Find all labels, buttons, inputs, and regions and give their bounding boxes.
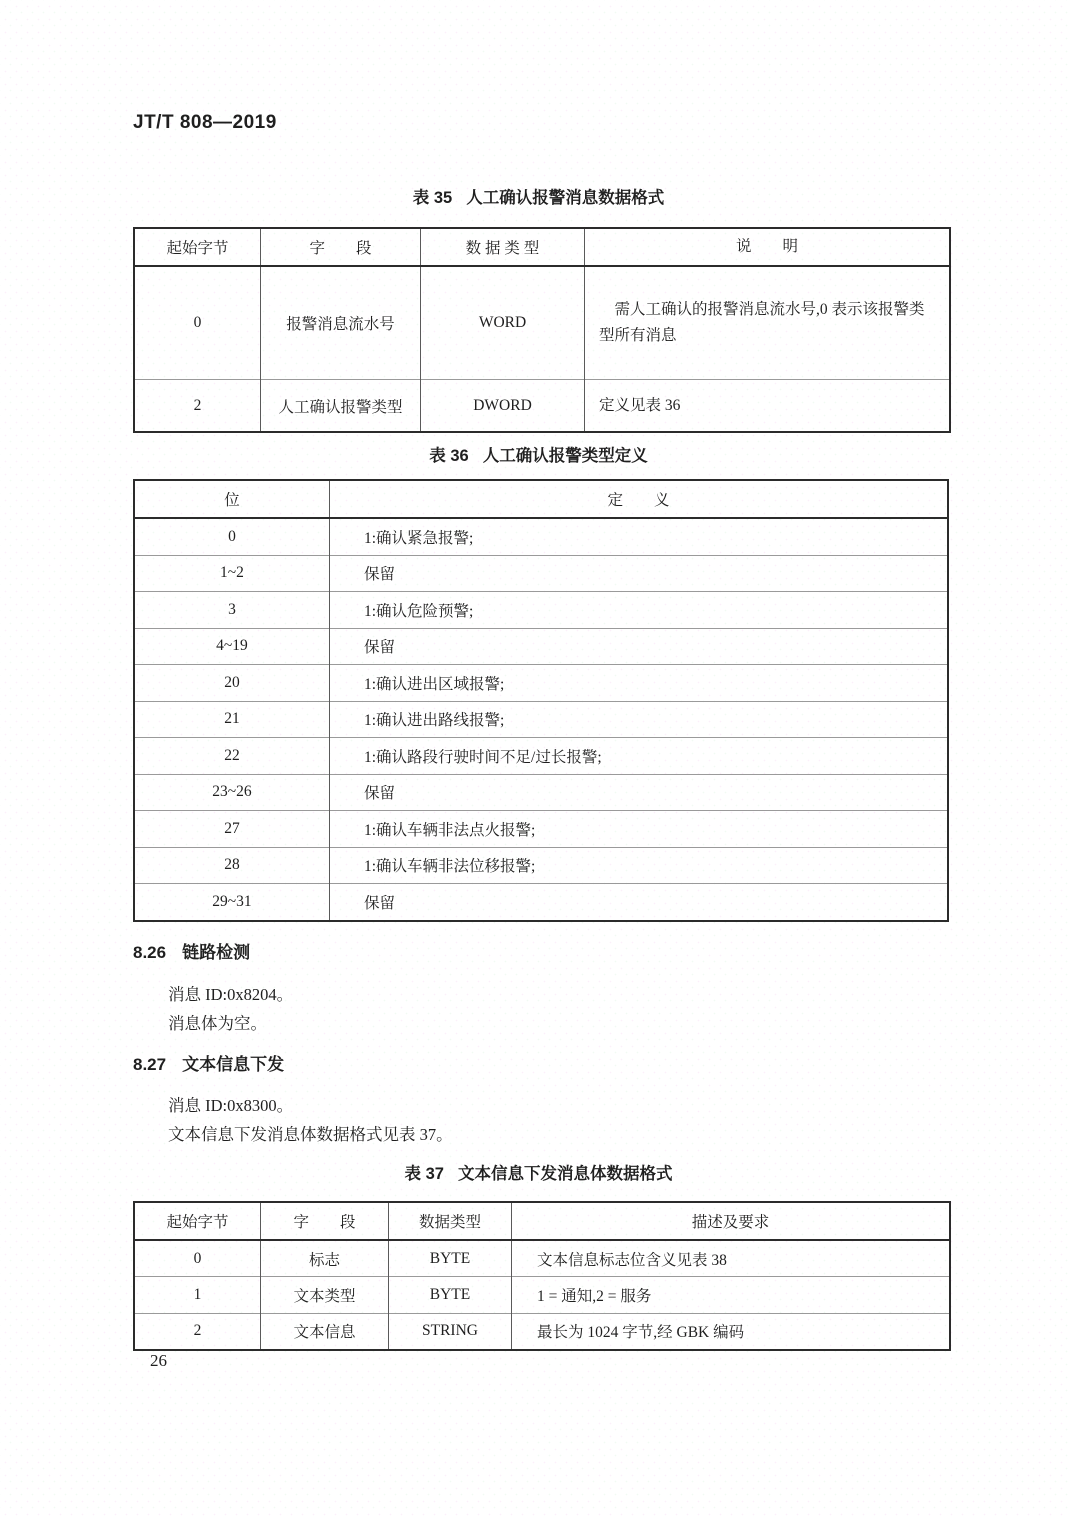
table36-caption <box>133 442 944 466</box>
column-header: 描述及要求 <box>512 1202 951 1240</box>
table-row <box>134 592 948 629</box>
column-header: 字 段 <box>261 1202 389 1240</box>
table-cell: 21 <box>134 701 330 738</box>
table36-caption-title: 人工确认报警类型定义 <box>482 447 648 465</box>
table-row <box>134 266 950 380</box>
table-cell: 文本类型 <box>261 1277 389 1313</box>
table-cell: 4~19 <box>134 628 330 665</box>
table-cell: 人工确认报警类型 <box>261 380 421 433</box>
section-title: 链路检测 <box>182 943 251 962</box>
table-cell: 1:确认危险预警; <box>330 592 949 629</box>
table-cell: 报警消息流水号 <box>261 266 421 380</box>
table-cell: 保留 <box>330 628 949 665</box>
table-cell: 0 <box>193 314 202 331</box>
table-text-message-format <box>133 1201 951 1351</box>
table-row <box>134 1313 950 1350</box>
table-cell: 保留 <box>330 555 949 592</box>
table-row <box>134 380 950 433</box>
table37-caption-title: 文本信息下发消息体数据格式 <box>457 1165 673 1183</box>
table35-caption-label: 表 35 <box>412 189 453 207</box>
table-cell: 1:确认进出区域报警; <box>330 665 949 702</box>
table-cell: DWORD <box>421 380 585 433</box>
table37-caption <box>133 1160 944 1184</box>
section-heading-8-27 <box>133 1050 284 1075</box>
table-cell: STRING <box>389 1313 512 1350</box>
paragraph: 消息体为空。 <box>168 1014 267 1033</box>
table-row <box>134 628 948 665</box>
table-row <box>134 701 948 738</box>
page-number: 26 <box>150 1351 167 1370</box>
table-row <box>134 738 948 775</box>
column-header: 起始字节 <box>134 228 261 266</box>
table-cell: 2 <box>134 380 261 433</box>
column-header: 数据类型 <box>389 1202 512 1240</box>
paragraph: 消息 ID:0x8204。 <box>168 985 294 1004</box>
table-alarm-type-definition <box>133 479 949 922</box>
table-header-row <box>134 228 950 266</box>
table35-caption <box>133 184 944 208</box>
paragraph: 文本信息下发消息体数据格式见表 37。 <box>168 1125 453 1144</box>
table-cell: 需人工确认的报警消息流水号,0 表示该报警类型所有消息 <box>585 266 951 380</box>
table-cell: 1 = 通知,2 = 服务 <box>512 1277 951 1313</box>
table-row <box>134 811 948 848</box>
table-cell: 1:确认路段行驶时间不足/过长报警; <box>330 738 949 775</box>
table-cell: 文本信息 <box>261 1313 389 1350</box>
table-cell: 20 <box>134 665 330 702</box>
table-row <box>134 555 948 592</box>
table-cell: 3 <box>134 592 330 629</box>
table-header-row <box>134 1202 950 1240</box>
table-cell: WORD <box>421 266 585 380</box>
table-row <box>134 847 948 884</box>
table37-caption-label: 表 37 <box>404 1165 444 1183</box>
table-cell: 27 <box>134 811 330 848</box>
table-cell: 29~31 <box>134 884 330 921</box>
column-header: 说 明 <box>585 228 951 266</box>
table-cell: 1 <box>134 1277 261 1313</box>
section-title: 文本信息下发 <box>182 1055 285 1074</box>
table-row <box>134 884 948 921</box>
table-cell: BYTE <box>389 1240 512 1277</box>
standard-number-header: JT/T 808—2019 <box>133 112 277 133</box>
table-cell: BYTE <box>389 1277 512 1313</box>
table-cell: 1:确认紧急报警; <box>330 518 949 555</box>
column-header: 数 据 类 型 <box>421 228 585 266</box>
column-header: 起始字节 <box>134 1202 261 1240</box>
table-header-row <box>134 480 948 518</box>
table-cell: 2 <box>134 1313 261 1350</box>
table-row <box>134 1240 950 1277</box>
paragraph: 消息 ID:0x8300。 <box>168 1096 294 1115</box>
column-header: 字 段 <box>261 228 421 266</box>
table-cell: 28 <box>134 847 330 884</box>
table-cell: 22 <box>134 738 330 775</box>
table-cell: 标志 <box>261 1240 389 1277</box>
table-cell: 0 <box>228 527 236 545</box>
table36-caption-label: 表 36 <box>429 447 469 465</box>
section-heading-8-26 <box>133 938 250 963</box>
section-number: 8.26 <box>133 943 167 962</box>
table-cell: 1:确认车辆非法点火报警; <box>330 811 949 848</box>
column-header: 位 <box>134 480 330 518</box>
table-cell: 1~2 <box>134 555 330 592</box>
section-number: 8.27 <box>133 1055 167 1074</box>
table-row <box>134 1277 950 1313</box>
table-cell: 保留 <box>330 774 949 811</box>
table-row <box>134 774 948 811</box>
table-row <box>134 518 948 555</box>
table-cell: 1:确认车辆非法位移报警; <box>330 847 949 884</box>
table-cell: 23~26 <box>134 774 330 811</box>
table-cell: 文本信息标志位含义见表 38 <box>512 1240 951 1277</box>
table35-caption-title: 人工确认报警消息数据格式 <box>466 189 665 207</box>
table-cell: 最长为 1024 字节,经 GBK 编码 <box>512 1313 951 1350</box>
table-cell: 1:确认进出路线报警; <box>330 701 949 738</box>
table-alarm-message-format <box>133 227 951 433</box>
column-header: 定 义 <box>330 480 949 518</box>
table-cell: 定义见表 36 <box>585 380 951 433</box>
table-row <box>134 665 948 702</box>
table-cell: 保留 <box>330 884 949 921</box>
table-cell: 0 <box>193 1249 202 1267</box>
